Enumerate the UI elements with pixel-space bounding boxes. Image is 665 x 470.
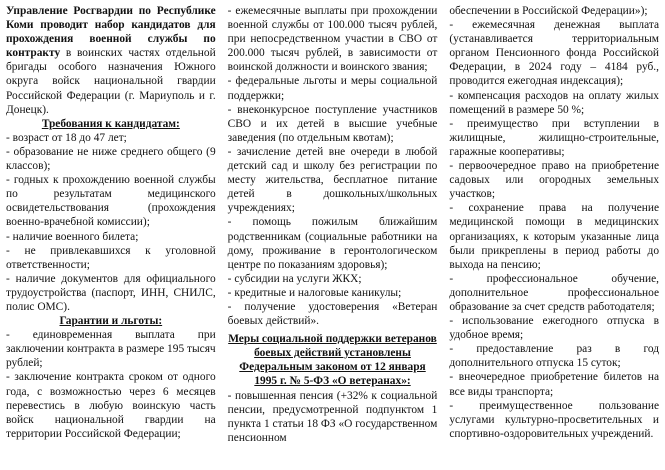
veterans-measures-heading: Меры социальной поддержки ветеранов боевых действий установлены Федеральным законом от 12 января 1995 г. № 5-ФЗ «О ветеранах»: [228,333,437,388]
veteran-measure-item: - предоставление раз в год дополнительного отпуска 15 суток; [449,343,660,370]
column-3 [449,4,659,470]
veteran-measure-item: - использование ежегодного отпуска в удобное время; [449,315,660,342]
veteran-measure-item: - повышенная пенсия (+32% к социальной пенсии, предусмотренной подпунктом 1 пункта 1 статьи 18 ФЗ «О государственном пенсионном [227,389,438,444]
requirement-item: - годных к прохождению военной службы по результатам медицинского освидетельствования (прохождения военно-врачебной комиссии); [6,174,216,229]
requirement-item: - наличие документов для официального трудоустройства (паспорт, ИНН, СНИЛС, полис ОМС). [6,272,216,313]
requirement-item: - наличие военного билета; [6,230,139,243]
benefit-item: - субсидии на услуги ЖКХ; [227,272,362,285]
benefit-item: - помощь пожилым ближайшим родственникам (социальные работники на дому, проживание в геронтологическом центре по показаниям здоровья); [227,216,438,271]
benefit-item: - зачисление детей вне очереди в любой детский сад и школу без регистрации по месту жительства, бесплатное питание детей в дошкольных/школьных учреждениях; [227,145,438,215]
benefit-item: - федеральные льготы и меры социальной поддержки; [227,75,438,102]
benefit-item: - ежемесячные выплаты при прохождении военной службы от 100.000 тысяч рублей, при непосредственном участии в СВО от 200.000 тысяч рублей, в зависимости от воинской должности и воинского звания; [227,5,438,74]
veteran-measure-item: - первоочередное право на приобретение садовых или огородных земельных участков; [449,160,660,201]
column-2 [228,4,438,470]
benefit-item: - получение удостоверения «Ветеран боевых действий». [227,300,438,328]
veteran-measure-item: - компенсация расходов на оплату жилых помещений в размере 50 %; [449,89,660,116]
veteran-measure-item: - внеочередное приобретение билетов на все виды транспорта; [449,371,660,398]
benefit-item: - кредитные и налоговые каникулы; [227,286,402,299]
veteran-measure-item: - сохранение права на получение медицинской помощи в медицинских организациях, к которым указанные лица были прикреплены в период работы до выхода на пенсию; [449,202,660,271]
requirement-item: - не привлекавшихся к уголовной ответственности; [6,244,216,271]
requirement-item: - образование не ниже среднего общего (9 классов); [6,145,216,173]
intro-paragraph [6,4,216,117]
intro-bold: Управление Росгвардии по Республике Коми проводит набор кандидатов для прохождения военной службы по контракту [6,5,216,60]
veteran-measure-item: - ежемесячная денежная выплата (устанавливается территориальным органом Пенсионного фонда Российской Федерации, в 2024 году – 4184 руб., проводится ежегодная индексация); [449,19,660,88]
guarantees-heading: Гарантии и льготы: [59,315,163,328]
column-1 [6,4,216,470]
benefit-item: - внеконкурсное поступление участников СВО и их детей в высшие учебные заведения (по отдельным квотам); [227,103,438,144]
intro-rest: в воинских частях отдельной бригады особого назначения Южного округа войск национальной гвардии Российской Федерации (г. Мариуполь и г. Донецк). [6,47,216,116]
requirement-item: - возраст от 18 до 47 лет; [6,131,127,144]
veteran-measure-item: - преимущественное пользование услугами культурно-просветительных и спортивно-оздоровительных учреждений. [449,399,660,440]
veteran-measure-item: - профессиональное обучение, дополнительное профессиональное образование за счет средств работодателя; [449,272,660,313]
guarantee-item: - единовременная выплата при заключении контракта в размере 195 тысяч рублей; [6,329,216,370]
requirements-heading: Требования к кандидатам: [41,117,180,130]
continuation-text: обеспечении в Российской Федерации»); [449,5,648,17]
veteran-measure-item: - преимущество при вступлении в жилищные, жилищно-строительные, гаражные кооперативы; [449,117,660,158]
guarantee-item: - заключение контракта сроком от одного года, с возможностью через 6 месяцев перевестись в любую воинскую часть войск национальной гвардии на территории Российской Федерации; [6,371,216,440]
